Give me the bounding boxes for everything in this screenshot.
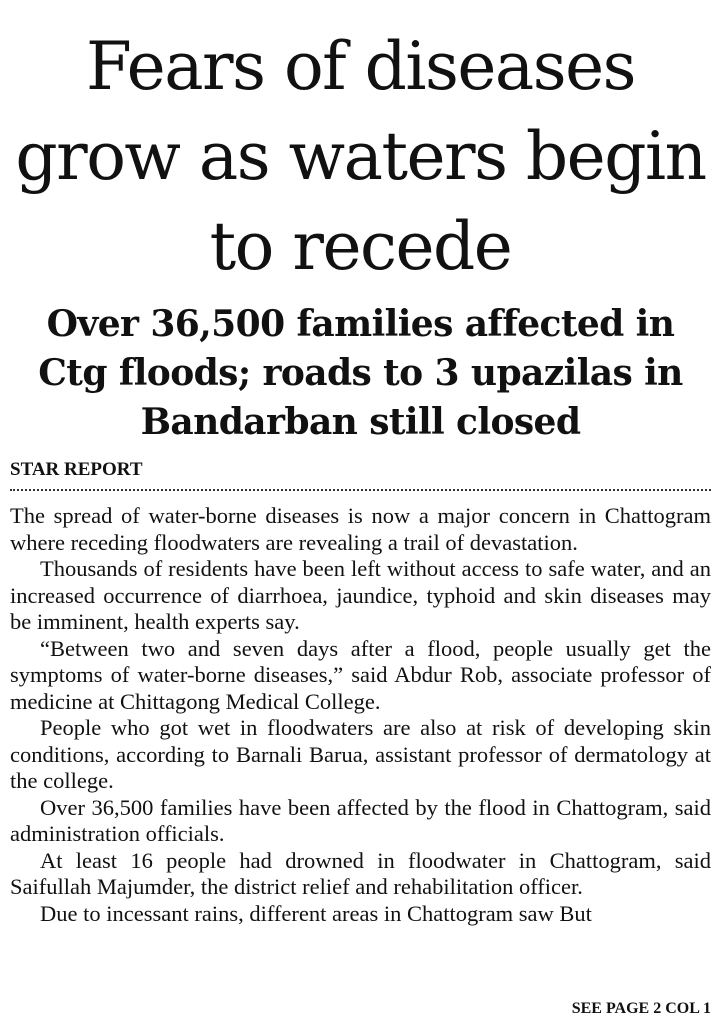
- article-paragraph: Due to incessant rains, different areas in Chattogram saw But: [40, 900, 592, 926]
- article-paragraph: People who got wet in floodwaters are also at risk of developing skin conditions, according to Barnali Barua, assistant professor of dermatology at the college.: [10, 715, 711, 793]
- article-paragraph: Over 36,500 families have been affected by the flood in Chattogram, said administration officials.: [10, 794, 711, 846]
- byline: STAR REPORT: [10, 459, 143, 480]
- article-paragraph: “Between two and seven days after a flood, people usually get the symptoms of water-borne diseases,” said Abdur Rob, associate professor of medicine at Chittagong Medical College.: [10, 635, 711, 714]
- article-paragraph: The spread of water-borne diseases is now a major concern in Chattogram where receding floodwaters are revealing a trail of devastation.: [10, 503, 711, 555]
- article-paragraph: At least 16 people had drowned in floodwater in Chattogram, said Saifullah Majumder, the district relief and rehabilitation officer.: [10, 847, 711, 899]
- article-body: [10, 503, 711, 927]
- headline: Fears of diseases grow as waters begin to recede: [15, 28, 706, 285]
- dotted-divider: [10, 489, 711, 491]
- article-paragraph: Thousands of residents have been left without access to safe water, and an increased occurrence of diarrhoea, jaundice, typhoid and skin diseases may be imminent, health experts say.: [10, 556, 711, 634]
- subheadline: Over 36,500 families affected in Ctg floods; roads to 3 upazilas in Bandarban still closed: [38, 303, 683, 443]
- continuation-jump-line: SEE PAGE 2 COL 1: [571, 1000, 711, 1017]
